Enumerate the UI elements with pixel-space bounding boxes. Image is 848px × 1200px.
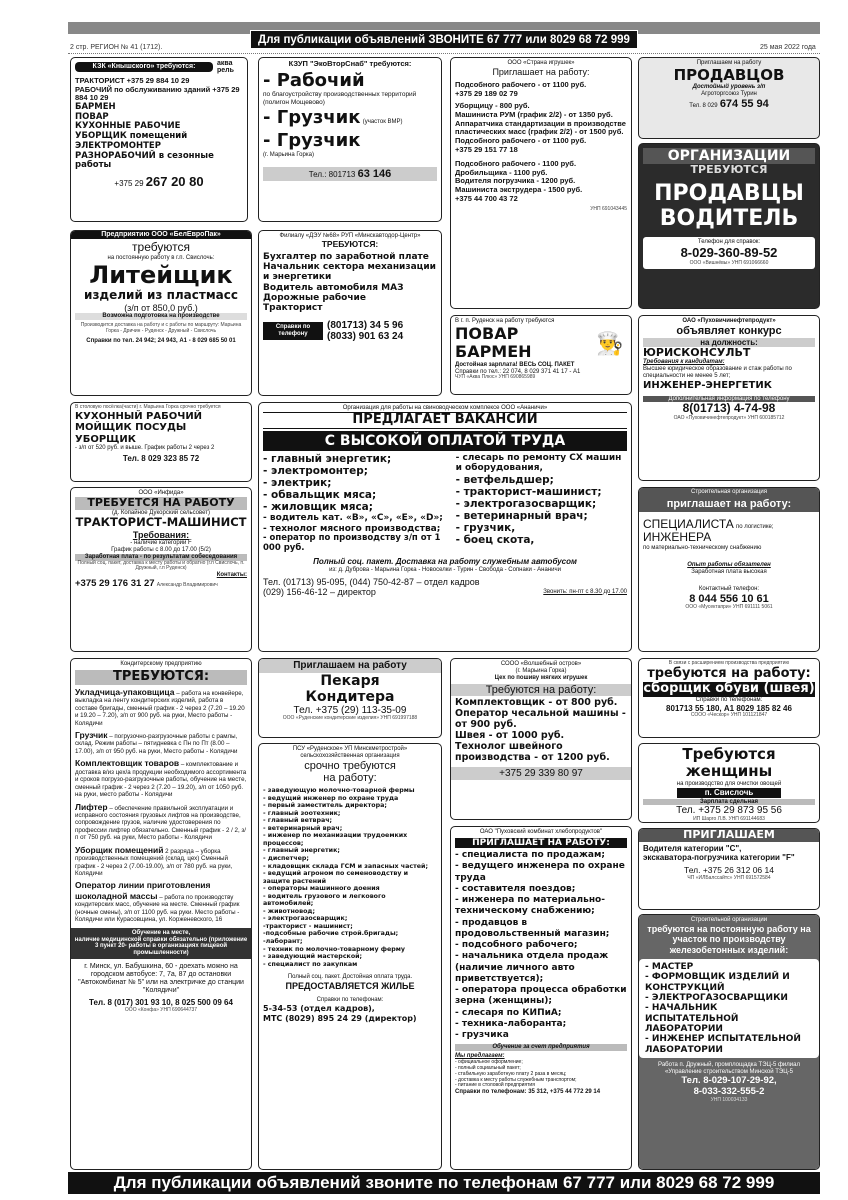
ad-shoe-phones: 801713 55 180, А1 8029 185 82 46	[666, 703, 792, 713]
ad-shoe-top: В связи с расширением производства предприятию	[668, 660, 790, 666]
ad-lit-phone: Справки по тел. 24 942; 24 943, А1 - 8 029 685 50 01	[86, 337, 236, 344]
ad-s2-phone1: Тел. 8-029-107-29-92,	[681, 1074, 777, 1086]
ad-kon-job-desc: – комплектование и доставка в/из цех/а продукции необходимого ассортимента и сроков погрузо-разгрузочные работы, обучение на месте, сменный график - 2 через 2 (7.20 – 19.20), з/п от 1050 руб. на руки, место работы - Колядичи	[75, 761, 247, 799]
header-banner: Для публикации объявлений ЗВОНИТЕ 67 777 или 8029 68 72 999	[250, 30, 638, 49]
ad-dark-org: ООО «Вишнёвы» УНП 691066660	[689, 260, 769, 267]
ad-rud-item: - главный зоотехник;	[263, 809, 341, 817]
ad-rud-sub: на работу:	[323, 772, 377, 785]
ad-rud-item: -подсобные рабочие строй.бригады;	[263, 930, 399, 938]
ad-strana-line: Уборщицу - 800 руб.	[455, 101, 530, 111]
ad-kh-item: - начальника отдела продаж (наличие личного авто приветствуется);	[455, 951, 609, 984]
ad-shoe-org: СООО «Ческор» УНП 101121847	[690, 711, 768, 718]
ad-vol-line: Швея - от 1000 руб.	[455, 730, 565, 742]
ad-kh-offer: - доставка к месту работы служебным транспортом;	[455, 1076, 577, 1083]
ad-kon-job-desc: 2 разряда – уборка производственных помещений (склад, цех) Сменный график - 2 через 2 (7.00-19.00), з/п от 780 руб. на руки, Колядичи	[75, 847, 233, 878]
ad-povar-phone: Справки по тел.: 22 074, 8 029 371 41 17 - А1	[455, 368, 581, 375]
ad-kon-job	[75, 687, 247, 727]
ad-puk-req-title: Требования к кандидатам:	[643, 359, 725, 366]
ad-an-sub: С ВЫСОКОЙ ОПЛАТОЙ ТРУДА	[263, 431, 627, 451]
ad-s1-job2: ИНЖЕНЕРА	[643, 530, 712, 545]
ad-dep-need: ТРЕБУЮТСЯ:	[321, 238, 379, 249]
ad-rud-item: - водитель грузового и легкового автомобилей;	[263, 892, 386, 908]
ad-puk-info: Дополнительная информация по телефону	[643, 396, 815, 403]
ad-stroy-zhbi	[638, 914, 820, 1170]
ad-an-phones1: Тел. (01713) 95-095, (044) 750-42-87 – отдел кадров	[263, 576, 480, 587]
ad-rud-item: -лаборант;	[263, 938, 303, 945]
ad-s2-item: - НАЧАЛЬНИК ИСПЫТАТЕЛЬНОЙ ЛАБОРАТОРИИ	[645, 1003, 739, 1034]
ad-dark-l3: ПРОДАВЦЫ	[654, 180, 804, 206]
ad-rud-item: - ведущий инженер по охране труда	[263, 794, 399, 802]
ad-women-salary: Зарплата сдельная	[643, 799, 815, 806]
ad-lit-need: требуются	[132, 240, 190, 255]
ad-an-left-item: - оператор по производству з/п от 1 000 руб.	[263, 532, 441, 553]
ad-inf-org: ООО «Инфида»	[138, 490, 184, 496]
ad-kon-job-desc: – обеспечение правильной эксплуатации и исправного состояния грузовых лифтов на производстве, сопровождение грузов, наличие удостоверения по профессии лифтер обязательно. Сменный график - 2 / 2, з/п от 750 руб. на руки, Место работы - Колядичи	[75, 804, 246, 842]
ad-s1-org: ООО «Мусектапри» УНП 691111 5061	[685, 604, 773, 611]
ad-an-left-item: - водитель кат. «В», «С», «Е», «D»;	[263, 513, 443, 524]
ad-kzh-phone: 267 20 80	[145, 174, 204, 190]
ad-s1-job1: СПЕЦИАЛИСТА	[643, 516, 734, 531]
ad-s1-job2-note: по материально-техническому снабжению	[643, 545, 762, 552]
ad-shoe-title1: требуются на работу:	[647, 665, 811, 681]
ad-an-right-item: - ветеринарный врач;	[455, 509, 588, 522]
ad-kh-offer-title: Мы предлагаем:	[455, 1053, 505, 1060]
ad-prod-org: Агроторгсоюз Турин	[701, 91, 757, 98]
ad-kh-item: - подсобного рабочего;	[455, 940, 578, 951]
ad-strana-line: Аппаратчика стандартизации в производстве пластических масс (график 2/2) - от 1500 руб.	[455, 118, 626, 137]
ad-kzh	[70, 57, 248, 222]
ad-ecovtor-phone: 63 146	[357, 167, 392, 180]
ad-kh-item: - специалиста по продажам;	[455, 850, 605, 861]
ad-povar-org: ЧУП «Аква Плюс» УНП 690865989	[455, 374, 536, 381]
ad-liteyshik	[70, 230, 252, 396]
ad-an-left-item: - обвальщик мяса;	[263, 489, 377, 502]
ad-dark-phone: 8-029-360-89-52	[680, 245, 778, 261]
ad-s2-phone2: 8-033-332-555-2	[693, 1085, 765, 1097]
ad-ecovtor-phone-label: Тел.: 801713	[308, 169, 356, 179]
ad-kh-item: - оператора процесса обработки зерна (женщины);	[455, 985, 627, 1007]
ad-rud-item: - электрогазосварщик;	[263, 915, 348, 923]
ad-an-phones2: (029) 156-46-12 – директор	[263, 586, 376, 597]
ad-pek-org: ООО «Руденские кондитерские изделия» УНП 691997188	[282, 715, 418, 722]
ad-kon-train-title: Обучение на месте,	[131, 929, 191, 936]
ad-kon-job-title: Комплектовщик товаров	[75, 758, 180, 769]
footer-banner: Для публикации объявлений звоните по телефонам 67 777 или 8029 68 72 999	[68, 1172, 820, 1194]
ad-s1-title: приглашает на работу:	[639, 497, 819, 512]
ad-kh-item: - техника-лаборанта;	[455, 1018, 567, 1029]
ad-an-left-item: - жиловщик мяса;	[263, 501, 373, 514]
issue-date: 25 мая 2022 года	[760, 44, 816, 51]
ad-kh-offer: - стабильную заработную плату 2 раза в месяц;	[455, 1070, 567, 1077]
ad-rud-need: срочно требуются	[304, 759, 396, 772]
ad-rud-item: - животновод;	[263, 907, 316, 915]
ad-pek-job2: Кондитера	[305, 688, 395, 705]
ad-vol-sub: Цех по пошиву мягких игрушек	[494, 674, 588, 681]
ad-povar-job2: БАРМЕН	[455, 342, 532, 362]
ad-s2-title: требуются на постоянную работу на участок по производству железобетонных изделий:	[647, 923, 811, 955]
ad-pek-top: Приглашаем на работу	[259, 659, 441, 673]
akvarel-logo: аква рель	[217, 60, 234, 74]
ad-inf-place: (д. Копайное Дукорский сельсовет)	[112, 509, 210, 516]
ad-pekar	[258, 658, 442, 738]
ad-inv-org: ЧП «ИЛБалссайтс» УНП 691572584	[687, 874, 771, 881]
ad-strana-line: Подсобного рабочего - от 1100 руб.	[455, 80, 587, 90]
ad-prod-phone: 674 55 94	[719, 97, 769, 110]
ad-rud-item: - инженер по механизации трудоемких процессов;	[263, 832, 408, 847]
ad-infida	[70, 487, 252, 652]
ad-invite	[638, 828, 820, 910]
ad-s1-salary: Заработная плата высокая	[691, 568, 767, 575]
ad-inf-schedule: График работы с 8.00 до 17.00 (5/2)	[111, 546, 211, 553]
ad-an-left-item: - электромонтер;	[263, 464, 368, 477]
ad-shoe	[638, 658, 820, 738]
ad-rud-item: - заведующий мастерской;	[263, 953, 363, 961]
ad-rud-phone2: МТС (8029) 895 24 29 (директор)	[263, 1013, 417, 1023]
ad-inf-social: Полный соц. пакет, доставка к месту работы и обратно (г.п Свислочь, п. Дружный, г.п Руденск)	[77, 559, 245, 572]
ad-ecovtor-job2: - Грузчик	[263, 107, 361, 129]
ad-puk-req: Высшее юридическое образование и стаж работы по специальности не менее 5 лет;	[643, 366, 792, 380]
ad-dep-ref: Справки по телефону	[263, 322, 323, 340]
ad-dep-item: Тракторист	[263, 303, 323, 314]
ad-kh-offer: - питание в столовой предприятия	[455, 1082, 535, 1089]
ad-kzh-title: КЗК «Кнышского» требуются:	[75, 62, 213, 72]
ad-rud-item: - операторы машинного доения	[263, 885, 380, 893]
ad-lit-title: Предприятию ООО «БелЕвроПак»	[71, 231, 251, 239]
ad-kzh-item: РАБОЧИЙ по обслуживанию зданий +375 29 884 10 29	[75, 84, 240, 103]
ad-vol-line: Комплектовщик - от 800 руб.	[455, 697, 618, 709]
ad-rud-item: - ветеринарный врач;	[263, 824, 343, 832]
ad-women-desc: на производство для очистки овощей	[676, 780, 782, 787]
ad-an-right-item: - боец скота,	[455, 533, 535, 546]
ad-lit-job: Литейщик	[89, 260, 233, 289]
ad-rud-item: - первый заместитель директора;	[263, 802, 387, 810]
ad-dep-phone2: (8033) 901 63 24	[327, 331, 404, 343]
ad-rud-phone1: 5-34-53 (отдел кадров),	[263, 1004, 375, 1014]
ad-rud-type: сельскохозяйственная организация	[300, 752, 400, 759]
ad-povar	[450, 315, 632, 395]
ad-women-phone: Тел. +375 29 873 95 56	[676, 805, 782, 817]
ad-inv-l1: Водителя категории "С",	[643, 843, 742, 853]
ad-vol-line: Оператор чесальной машины - от 900 руб.	[455, 708, 626, 731]
ad-kon-address: г. Минск, ул. Бабушкина, 60 - доехать можно на городском автобусе: 7, 7а, 87 до остановки "Автокомбинат № 5" или на электричке до станции "Колядичи"	[78, 963, 244, 995]
ad-inf-req: - наличие категории F	[130, 539, 192, 546]
ad-puk-title: объявляет конкурс	[676, 324, 782, 337]
ad-s1-exp: Опыт работы обязателен	[687, 562, 771, 569]
ad-an-right-item: - грузчик,	[455, 521, 516, 534]
ad-kh-offer: - официальное оформление;	[455, 1059, 523, 1066]
ad-povar-top: В г. п. Руденск на работу требуются	[455, 318, 555, 324]
ad-rud-item: - ведущий агроном по семеноводству и защите растений	[263, 870, 409, 885]
ad-s2-item: - ФОРМОВЩИК ИЗДЕЛИЙ И КОНСТРУКЦИЙ	[645, 972, 790, 993]
ad-an-hours: Звонить: пн-пт с 8.30 до 17.00	[543, 588, 627, 595]
ad-dep68	[258, 230, 442, 396]
ad-kon-job	[75, 802, 247, 842]
ad-dark-phone-label: Телефон для справок:	[697, 239, 761, 246]
ad-kon-job-title: Грузчик	[75, 730, 108, 741]
ad-strana-line: +375 44 700 43 72	[455, 193, 518, 203]
ad-vol-title: Требуются на работу:	[451, 684, 631, 697]
ad-kon-job	[75, 758, 247, 798]
ad-an-title: ПРЕДЛАГАЕТ ВАКАНСИИ	[263, 412, 627, 429]
ad-an-social: Полный соц. пакет. Доставка на работу служебным автобусом	[313, 557, 577, 567]
ad-kon-job-desc: – работа по производству кондитерских масс, обучение на месте. Сменный график (ночные смены), з/п от 1100 руб. на руки. Место работы - Колядичи или Курасовщина, ул. Корженевского, 16	[75, 893, 240, 924]
ad-s1-top: Строительная организация	[639, 488, 819, 497]
ad-an-left-item: - технолог мясного производства;	[263, 523, 441, 534]
ad-puk-org: ОАО «Пуховичинефтепродукт»	[682, 318, 776, 324]
ad-strana-line: Машиниста РУМ (график 2/2) - от 1350 руб.	[455, 110, 613, 120]
ad-rud-housing: ПРЕДОСТАВЛЯЕТСЯ ЖИЛЬЕ	[285, 981, 415, 992]
ad-ecovtor	[258, 57, 442, 222]
ad-s1-phone-label: Контактный телефон:	[698, 585, 760, 592]
ad-ananichi	[258, 402, 632, 652]
ad-an-right-item: - тракторист-машинист;	[455, 485, 602, 498]
ad-kh-item: - продавцов в продовольственный магазин;	[455, 917, 610, 939]
ad-kitchen-phone: Тел. 8 029 323 85 72	[122, 454, 200, 464]
ad-women	[638, 743, 820, 823]
ad-strana-line: Подсобного рабочего - от 1100 руб.	[455, 135, 587, 145]
ad-kon-job	[75, 730, 247, 755]
ad-ecovtor-job3-note: (г. Марьина Горка)	[263, 151, 314, 158]
ad-lit-training: Возможна подготовка на производстве	[75, 313, 247, 320]
issue-info: 2 стр. РЕГИОН № 41 (1712).	[70, 44, 163, 51]
ad-ecovtor-job3: - Грузчик	[263, 129, 361, 151]
ad-lit-desc: изделий из пластмасс	[84, 288, 238, 303]
ad-kon-job-title: Уборщик помещений	[75, 844, 164, 855]
ad-women-title: Требуются женщины	[682, 745, 776, 781]
ad-inf-person: Александр Владимирович	[156, 582, 218, 589]
ad-kon-job	[75, 880, 247, 923]
ad-organizations	[638, 143, 820, 309]
ad-inv-phone: Тел. +375 26 312 06 14	[684, 865, 774, 876]
ad-kh-org: ОАО "Пуховский комбинат хлебопродуктов"	[479, 829, 603, 835]
ad-dep-item: Начальник сектора механизации и энергетики	[263, 262, 436, 283]
ad-prod-note: Достойный уровень з/п	[692, 84, 766, 91]
ad-kon-job-desc: – работа на конвейере, выкладка на ленту кондитерских изделий, работа в составе бригады, сменный график - 2 через 2 (7.20 – 19.20 и 19.20 – 7.20), з/п от 900 руб. на руки, Место работы - Колядичи	[75, 689, 245, 727]
ad-dep-item: Дорожные рабочие	[263, 293, 366, 304]
ad-s2-top: Строительной организации	[690, 917, 768, 923]
ad-women-place: п. Свислочь	[677, 788, 780, 797]
ad-an-route: из: д. Дуброва - Марьина Горка - Новоселки - Турин - Свобода - Сопнаки - Ананичи	[329, 566, 561, 573]
ad-s2-place: Работа п. Дружный, промплощадка ТЭЦ-5 филиал «Управление строительством Минской ТЭЦ-5	[658, 1062, 800, 1075]
ad-stroy-logistics	[638, 487, 820, 652]
ad-s2-item: - МАСТЕР	[645, 961, 694, 972]
ad-kh-title: ПРИГЛАШАЕТ НА РАБОТУ:	[455, 838, 627, 848]
ad-pukhovichi	[638, 315, 820, 481]
ad-lit-transport: Производится доставка на работу и с работы по маршруту: Марьина Горка - Дричин - Руденск - Дружный - Свислочь	[80, 322, 242, 335]
ad-an-left-item: - электрик;	[263, 477, 332, 490]
ad-kon-job-title: Оператор линии приготовления шоколадной массы	[75, 880, 211, 901]
ad-kitchen	[70, 402, 252, 482]
ad-strana-line: Водителя погрузчика - 1200 руб.	[455, 176, 576, 186]
ad-kitchen-top: В столовую посёлка(части) г. Марьина Горка срочно требуется	[75, 404, 221, 410]
ad-prodavtsy	[638, 57, 820, 139]
ad-khleb	[450, 826, 632, 1170]
ad-s1-phone: 8 044 556 10 61	[689, 592, 769, 605]
ad-kzh-item: ПОВАР	[75, 111, 109, 122]
ad-strana-line: Машиниста экструдера - 1500 руб.	[455, 185, 583, 195]
ad-puk-job1: ЮРИСКОНСУЛЬТ	[643, 345, 751, 359]
ad-shoe-title2: сборщик обуви (швея)	[643, 680, 815, 696]
ad-kzh-item: ТРАКТОРИСТ +375 29 884 10 29	[75, 76, 190, 85]
ad-inf-contacts: Контакты:	[216, 572, 247, 579]
ad-ecovtor-title: КЗУП "ЭкоВторСнаб" требуются:	[288, 59, 412, 68]
ad-ecovtor-job1: - Рабочий	[263, 69, 365, 91]
ad-strana-unp: УНП 691043445	[590, 206, 627, 213]
ad-kon-train: наличие медицинской справки обязательно (приложение 3 пункт 20- работы в организациях пищевой промышленности)	[74, 936, 248, 957]
ad-pek-job1: Пекаря	[320, 672, 380, 689]
ad-rud-item: -тракторист - машинист;	[263, 922, 353, 930]
ad-strana-title: ООО «Страна игрушек»	[507, 60, 575, 66]
ad-s2-item: - ЭЛЕКТРОГАЗОСВАРЩИКИ	[645, 992, 788, 1003]
ad-kh-offer: - полный социальный пакет;	[455, 1065, 521, 1072]
ad-prod-top: Приглашаем на работу	[696, 60, 762, 66]
ad-dep-item: Бухгалтер по заработной плате	[263, 251, 429, 262]
ad-kzh-item: ЭЛЕКТРОМОНТЕР	[75, 140, 161, 151]
ad-inv-title: ПРИГЛАШАЕМ	[639, 829, 819, 842]
ad-kzh-item: УБОРЩИК помещений	[75, 131, 188, 142]
ad-rud-item: - диспетчер;	[263, 854, 309, 862]
ad-kon-top: Кондитерскому предприятию	[120, 661, 202, 667]
ad-kitchen-job1: КУХОННЫЙ РАБОЧИЙ	[75, 410, 203, 422]
chef-icon: 👨‍🍳	[596, 330, 624, 356]
header-divider	[68, 53, 820, 54]
ad-inv-l2: экскаватора-погрузчика категории "F"	[643, 852, 795, 862]
ad-dep-phone1: (801713) 34 5 96	[327, 319, 404, 331]
ad-an-right-item: - электрогазосварщик;	[455, 497, 597, 510]
ad-lit-salary: (з/п от 850,0 руб.)	[124, 303, 198, 314]
ad-rud-item: - главный ветврач;	[263, 817, 333, 825]
ad-pek-phone: Тел. +375 (29) 113-35-09	[293, 704, 407, 716]
ad-rud-ref: Справки по телефонам:	[316, 997, 384, 1004]
ad-inf-phone: +375 29 176 31 27	[75, 578, 155, 590]
ad-kon-job-title: Укладчица-упаковщица	[75, 686, 175, 697]
ad-kh-item: - составителя поездов;	[455, 883, 576, 894]
ad-rudensk	[258, 743, 442, 1170]
ad-volshebny	[450, 658, 632, 820]
ad-ecovtor-job2-note: (участок ВМР)	[362, 119, 403, 126]
ad-puk-unp: ОАО «Пуховичинефтепродукт» УНП 600185712	[673, 415, 785, 422]
ad-women-unp: ИП Шарго Л.В. УНП 691144683	[693, 815, 765, 822]
ad-strana-line: +375 29 189 02 79	[455, 88, 518, 98]
ad-povar-job1: ПОВАР	[455, 323, 519, 343]
ad-strana	[450, 57, 632, 309]
ad-an-right-item: - ветфельдшер;	[455, 473, 554, 486]
ad-shoe-ref: Справки по телефонам:	[695, 696, 763, 703]
ad-kh-item: - инженера по материально-техническому снабжению;	[455, 895, 605, 917]
ad-kon-phones: Тел. 8 (017) 301 93 10, 8 025 500 09 64	[89, 998, 233, 1008]
ad-puk-job2: ИНЖЕНЕР-ЭНЕРГЕТИК	[643, 380, 772, 392]
ad-strana-line: +375 29 151 77 18	[455, 144, 518, 154]
ad-kh-item: - грузчика	[455, 1030, 509, 1041]
ad-s2-item: - ИНЖЕНЕР ИСПЫТАТЕЛЬНОЙ ЛАБОРАТОРИИ	[645, 1034, 801, 1055]
ad-povar-salary: Достойная зарплата! ВЕСЬ СОЦ. ПАКЕТ	[455, 361, 575, 368]
ad-rud-item: - кладовщик склада ГСМ и запасных частей;	[263, 862, 428, 870]
ad-kon-job	[75, 845, 247, 878]
ad-kzh-phone-prefix: +375 29	[114, 179, 144, 189]
ad-strana-subtitle: Приглашает на работу:	[492, 66, 590, 77]
ad-vol-org: СООО «Волшебный остров»	[500, 661, 582, 667]
ad-kon-title: ТРЕБУЮТСЯ:	[75, 670, 247, 685]
ad-puk-sub: на должность:	[643, 338, 815, 347]
ad-rud-item: - специалист по закупкам	[263, 960, 358, 968]
ad-strana-line: Подсобного рабочего - 1100 руб.	[455, 159, 577, 169]
ad-prod-phone-label: Тел. 8 029	[689, 102, 718, 109]
ad-kh-train: Обучение за счет предприятия	[455, 1044, 627, 1051]
ad-rud-item: - техник по молочно-товарному ферму	[263, 945, 406, 953]
ad-kh-item: - слесаря по КИПиА;	[455, 1007, 562, 1018]
ad-rud-social: Полный соц. пакет. Достойная оплата труда.	[287, 974, 413, 981]
ad-konditer	[70, 658, 252, 1170]
ad-kon-job-desc: – погрузочно-разгрузочные работы с рамлы, склад. Режим работы – пятидневка с Пн по Пт (8.00 – 17.00), з/п от 950 руб. на руки, Место работы - Колядичи	[75, 733, 238, 755]
ad-puk-phone: 8(01713) 4-74-98	[682, 401, 776, 416]
ad-s1-job1-note: по логистике;	[736, 523, 774, 530]
ad-dark-l2: ТРЕБУЮТСЯ	[690, 163, 768, 177]
ad-kon-job-title: Лифтер	[75, 801, 108, 812]
ad-dep-item: Водитель автомобиля МАЗ	[263, 282, 404, 293]
ad-kh-item: - ведущего инженера по охране труда	[455, 861, 625, 883]
ad-dark-l4: ВОДИТЕЛЬ	[659, 206, 799, 232]
ad-inf-title: ТРЕБУЕТСЯ НА РАБОТУ	[75, 497, 247, 510]
ad-an-left-item: - главный энергетик;	[263, 452, 392, 465]
ad-kzh-item: РАЗНОРАБОЧИЙ в сезонные работы	[75, 150, 214, 171]
ad-strana-line: Дробильщика - 1100 руб.	[455, 167, 548, 177]
ad-kzh-item: КУХОННЫЕ РАБОЧИЕ	[75, 121, 181, 132]
ad-rud-org: ПСУ «Руденское» УП Минскметрострой»	[292, 746, 408, 752]
ad-rud-item: - заведующую молочно-товарной фермы	[263, 787, 415, 795]
ad-kzh-item: БАРМЕН	[75, 101, 116, 112]
ad-prod-title: ПРОДАВЦОВ	[673, 65, 785, 84]
ad-vol-line: Технолог швейного производства - от 1200 руб.	[455, 741, 610, 763]
ad-kh-phones: Справки по телефонам: 35 312, +375 44 772 29 14	[455, 1089, 601, 1096]
ad-vol-place: (г. Марьина Горка)	[515, 667, 567, 674]
ad-s2-unp: УНП 100034133	[710, 1096, 748, 1103]
ad-vol-phone: +375 29 339 80 97	[451, 767, 631, 781]
ad-kon-unp: ООО «Конфа» УНП 690644737	[124, 1006, 198, 1013]
ad-kitchen-job2: МОЙЩИК ПОСУДЫ	[75, 422, 187, 434]
ad-inf-job: ТРАКТОРИСТ-МАШИНИСТ	[75, 515, 247, 530]
ad-inf-req-title: Требования:	[132, 529, 190, 540]
ad-inf-salary: Заработная плата - по результатам собеседования	[75, 554, 247, 561]
ad-dark-l1: ОРГАНИЗАЦИИ	[643, 148, 815, 164]
ad-an-right-item: - слесарь по ремонту СХ машин и оборудования,	[455, 452, 622, 474]
ad-lit-place: на постоянную работу в г.п. Свислочь:	[107, 254, 215, 261]
ad-an-top: Организация для работы на свиноводческом комплексе ООО «Ананичи»	[342, 405, 548, 411]
ad-kitchen-job3: УБОРЩИК	[75, 433, 136, 445]
ad-ecovtor-job1-desc: по благоустройству производственных территорий (полигон Мощевово)	[263, 91, 417, 106]
ad-dep-title: Филиалу «ДЭУ №68» РУП «Минскавтодор-Центр»	[279, 233, 421, 239]
ad-kitchen-cond: - з/п от 520 руб. и выше. График работы 2 через 2	[75, 445, 215, 452]
ad-rud-item: - главный энергетик;	[263, 847, 340, 855]
